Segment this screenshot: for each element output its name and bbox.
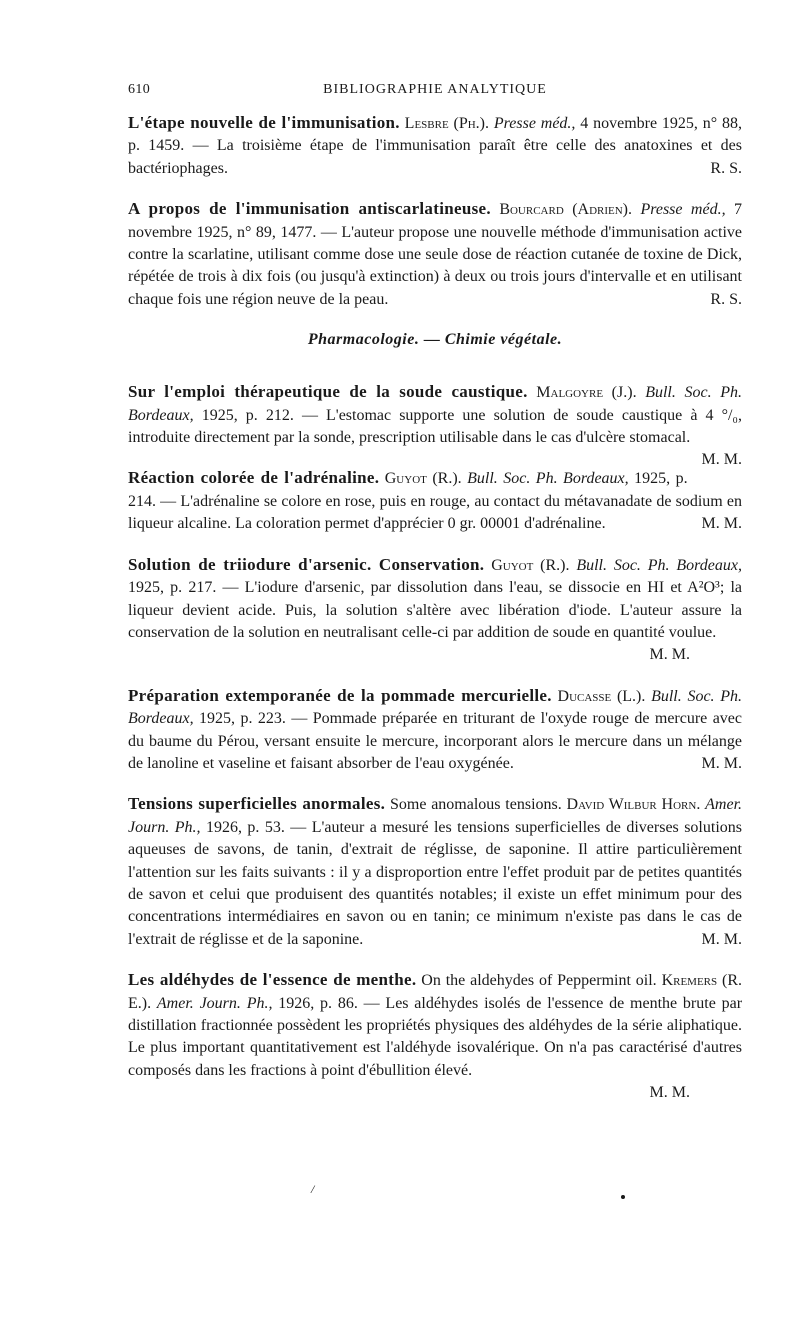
entry-initials: M. M. <box>649 1084 690 1102</box>
bibliography-entry <box>128 381 743 469</box>
entry-journal: Bull. Soc. Ph. Bordeaux, <box>128 687 743 728</box>
entry-body: 1925, p. 223. — Pommade préparée en triturant de l'oxyde rouge de mercure avec du baume du Pérou, versant ensuite le mercure, incorporant alors le mercure dans un mélange de lanoline et vaseline et faisant absorber de l'eau oxygénée. <box>128 710 743 772</box>
bibliography-entry <box>128 198 742 311</box>
entry-body: 7 novembre 1925, n° 89, 1477. — L'auteur propose une nouvelle méthode d'immunisation active contre la scarlatine, utilisant comme dose une seule dose de réaction cutanée de toxine de Dick, répétée de trois à dix fois (ou jusqu'à extinction) à deux ou trois jours d'intervalle et en utilisant chaque fois une région neuve de la peau. <box>128 201 742 308</box>
entry-journal: Bull. Soc. Ph. Bordeaux, <box>467 470 629 488</box>
entry-body: 1925, p. 217. — L'iodure d'arsenic, par dissolution dans l'eau, se dissocie en HI et A²O³; la liqueur devient acide. Puis, la solution s'altère avec libération d'iode. L'auteur assure la conservation de la solution en neutralisant celle-ci par addition de soude en quantité voulue. <box>128 579 742 641</box>
bibliography-entry <box>128 969 742 1104</box>
entry-initials: R. S. <box>710 159 742 177</box>
entry-body: 1925, p. 212. — L'estomac supporte une solution de soude caustique à 4 °/₀, introduite directement par la sonde, prescription utilisable dans le cas d'ulcère stomacal. <box>128 406 743 447</box>
entry-author: Bourcard (Adrien). <box>499 201 633 219</box>
entry-author: David Wilbur Horn. <box>566 796 701 814</box>
entry-subtitle: Some anomalous tensions. <box>389 796 562 814</box>
stray-dot <box>621 1195 625 1199</box>
section-heading: Pharmacologie. — Chimie végétale. <box>307 331 563 349</box>
entry-author: Lesbre (Ph.). <box>404 115 490 132</box>
entry-initials: M. M. <box>701 451 742 469</box>
bibliography-entry <box>128 554 742 667</box>
entry-journal: Bull. Soc. Ph. Bordeaux, <box>576 556 742 574</box>
entry-initials: M. M. <box>701 754 742 772</box>
entry-initials: R. S. <box>710 290 742 308</box>
bibliography-entry <box>128 793 742 951</box>
entry-journal: Bull. Soc. Ph. Bordeaux, <box>128 384 742 424</box>
page-number: 610 <box>128 82 151 97</box>
bibliography-entry <box>128 467 742 535</box>
entry-title: Préparation extemporanée de la pommade mercurielle. <box>128 685 552 705</box>
entry-author: Malgoyre (J.). <box>536 384 637 402</box>
entry-title: Les aldéhydes de l'essence de menthe. <box>128 970 417 990</box>
entry-initials: M. M. <box>701 930 742 948</box>
entry-title: Sur l'emploi thérapeutique de la soude caustique. <box>128 382 528 402</box>
entry-journal: Amer. Journ. Ph., <box>156 994 273 1012</box>
entry-title: L'étape nouvelle de l'immunisation. <box>128 113 400 132</box>
page-content <box>128 112 742 1123</box>
running-title: BIBLIOGRAPHIE ANALYTIQUE <box>323 82 547 97</box>
running-head <box>128 82 742 106</box>
entry-body: 4 novembre 1925, n° 88, p. 1459. — La troisième étape de l'immunisation paraît être celle des anatoxines et des bactériophages. <box>128 115 743 177</box>
entry-initials: M. M. <box>649 646 690 664</box>
entry-author: Ducasse (L.). <box>557 687 646 705</box>
entry-title: A propos de l'immunisation antiscarlatineuse. <box>128 199 491 219</box>
entry-journal: Presse méd., <box>640 201 726 219</box>
entry-body: 1926, p. 86. — Les aldéhydes isolés de l'essence de menthe brute par distillation fractionnée possèdent les propriétés physiques des aldéhydes de la série aliphatique. Le plus important quantitativement est l'aldéhyde isovalérique. On n'a pas caractérisé d'autres composés dans les fractions à point d'ébullition élevé. <box>128 994 743 1079</box>
entry-title: Solution de triiodure d'arsenic. Conservation. <box>128 554 485 574</box>
stray-mark: / <box>311 1182 315 1196</box>
entry-title: Réaction colorée de l'adrénaline. <box>128 468 380 488</box>
entry-author: Kremers (R. E.). <box>128 972 742 1012</box>
entry-author: Guyot (R.). <box>384 470 462 488</box>
entry-body: 1926, p. 53. — L'auteur a mesuré les tensions superficielles de diverses solutions aqueuses de savons, de tanin, d'extrait de réglisse, de saponine. Il attire particulièrement l'attention sur les faits suivants : il y a disproportion entre l'effet produit par de petites quantités de savon et celui que produisent des quantités notables; il existe un effet minimum pour des concentrations intermédiaires en savon ou en tanin; ce minimum n'existe pas dans le cas de l'extrait de réglisse et de la saponine. <box>128 818 742 948</box>
entry-journal: Presse méd., <box>493 115 576 132</box>
bibliography-entry <box>128 112 742 180</box>
entry-subtitle: On the aldehydes of Peppermint oil. <box>421 972 657 990</box>
entry-journal: Amer. Journ. Ph., <box>128 796 743 836</box>
entry-body: 1925, p. 214. — L'adrénaline se colore en rose, puis en rouge, au contact du métavanadate de sodium en liqueur alcaline. La coloration permet d'apprécier 0 gr. 00001 d'adrénaline. <box>128 470 742 533</box>
entry-author: Guyot (R.). <box>491 556 570 574</box>
entry-title: Tensions superficielles anormales. <box>128 794 386 814</box>
bibliography-entry <box>128 685 742 776</box>
entry-initials: M. M. <box>701 515 742 533</box>
